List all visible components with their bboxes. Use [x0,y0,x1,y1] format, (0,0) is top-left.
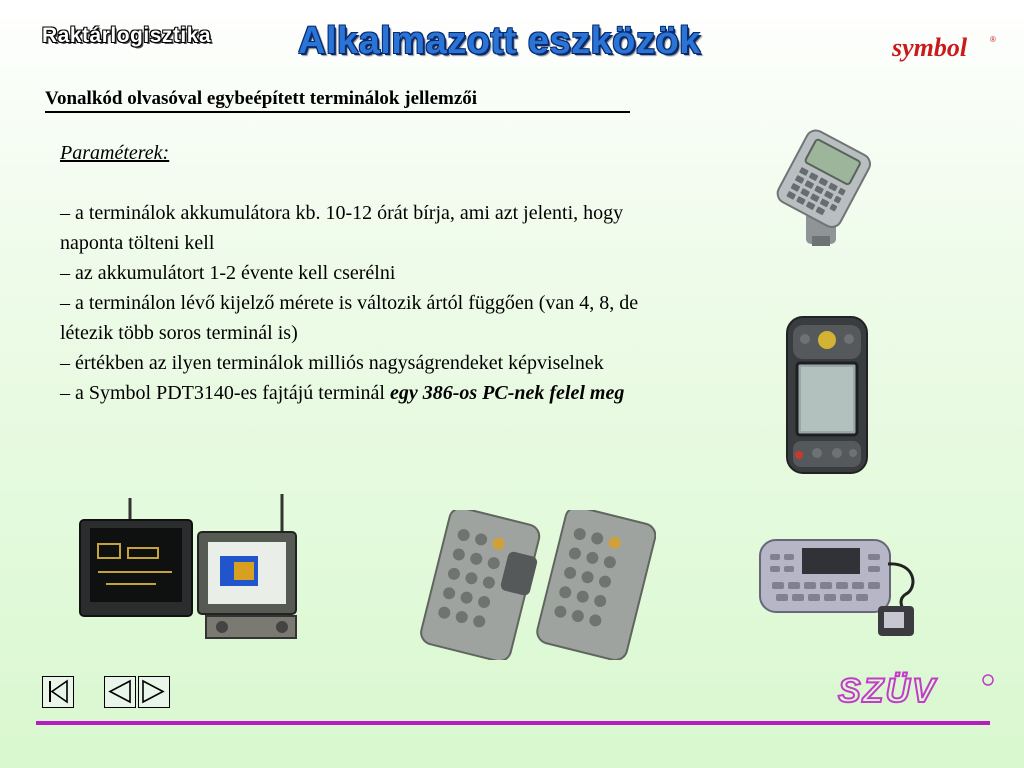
next-slide-button[interactable] [138,676,170,708]
bullet-3: – a terminálon lévő kijelző mérete is változik ártól függően (van 4, 8, de létezik több soros terminál is) [60,292,639,344]
bullet-4: – értékben az ilyen terminálok milliós nagyságrendeket képviselnek [60,352,604,374]
bullet-5-emphasis: egy 386-os PC-nek felel meg [389,382,625,404]
szuv-logo [836,670,998,708]
szuv-logo-text: SZÜV [838,672,937,708]
handheld-terminal-image [764,126,889,251]
wearable-keypad-terminals-image [408,510,656,660]
slide-subtitle: Vonalkód olvasóval egybeépített terminálok jellemzői [45,88,478,109]
previous-slide-button[interactable] [104,676,136,708]
pda-terminal-image [783,315,873,477]
bullet-5 [60,378,660,408]
bullet-1: – a terminálok akkumulátora kb. 10-12 órát bírja, ami azt jelenti, hogy naponta tölteni kell [60,202,624,254]
symbol-logo [888,30,998,64]
previous-slide-icon [105,677,134,706]
bullet-2: – az akkumulátort 1-2 évente kell cserélni [60,262,396,284]
bullet-5-plain: – a Symbol PDT3140-es fajtájú terminál [60,382,390,404]
first-slide-icon [43,677,72,706]
category-label: Raktárlogisztika [42,24,212,47]
first-slide-button[interactable] [42,676,74,708]
parameters-heading: Paraméterek: [60,142,170,164]
svg-text:®: ® [990,35,996,44]
vehicle-mount-terminals-image [76,492,300,644]
subtitle-underline [45,111,630,113]
next-slide-icon [139,677,168,706]
footer-rule [36,721,990,725]
page-title: Alkalmazott eszközök [298,20,701,62]
symbol-logo-text: symbol [892,33,968,62]
wrist-terminal-image [756,534,924,646]
parameters-text [60,138,660,408]
